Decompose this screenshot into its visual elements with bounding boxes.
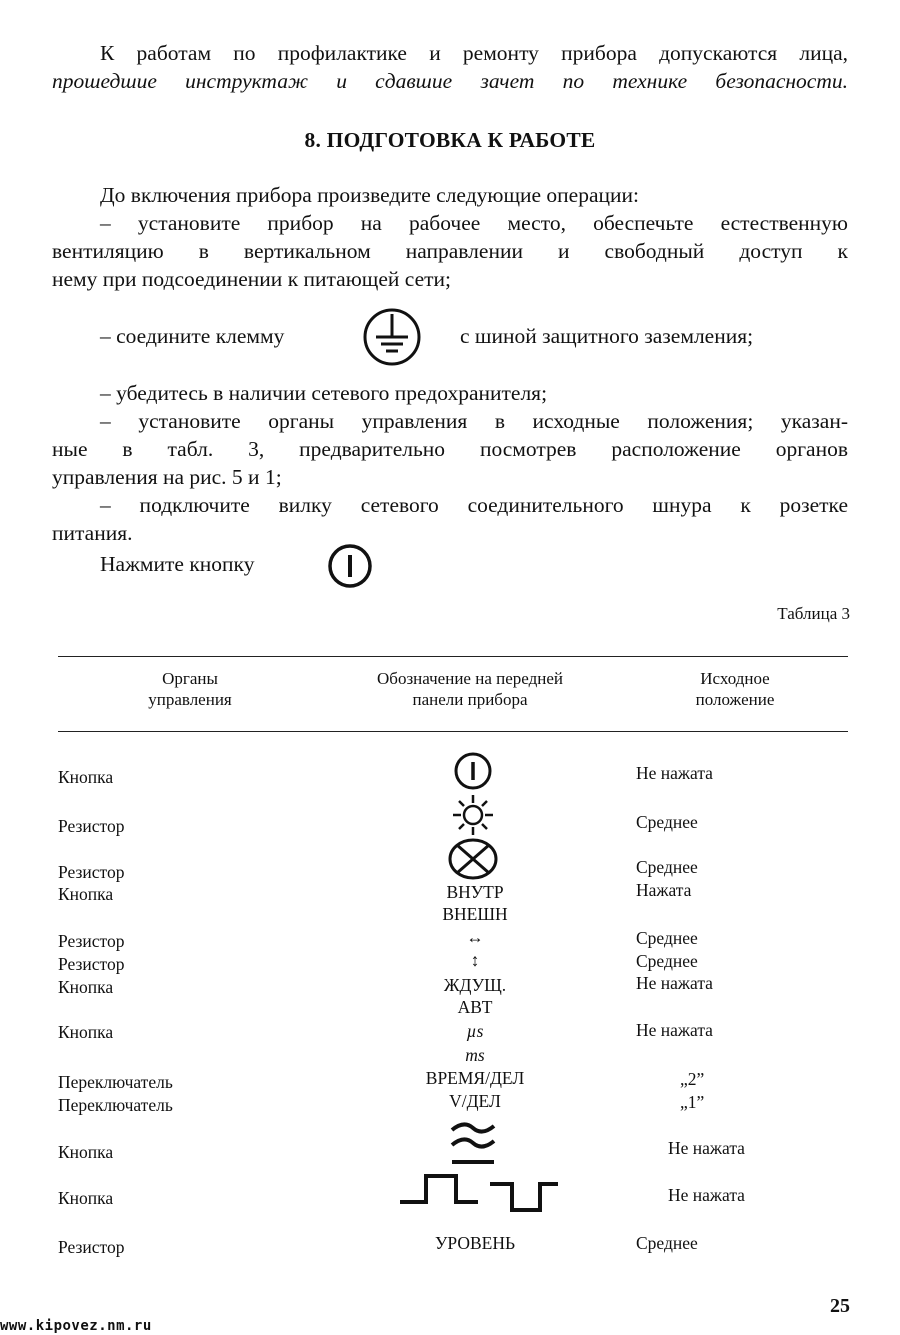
table-row-2-control: Резистор: [58, 816, 125, 836]
header-designation-line2: панели прибора: [412, 690, 528, 709]
item4-line2: ные в табл. 3, предварительно посмотрев расположение органов: [52, 437, 848, 461]
header-controls-line2: управления: [148, 690, 232, 709]
table-row-8-designation: µs: [466, 1021, 484, 1041]
table-row-9-designation: ВРЕМЯ/ДЕЛ: [425, 1068, 525, 1088]
item5-line2: питания.: [52, 521, 133, 545]
press-button-text: Нажмите кнопку: [100, 552, 255, 576]
header-controls: [80, 668, 300, 710]
item1-line3: нему при подсоединении к питающей сети;: [52, 267, 451, 291]
page-number: 25: [830, 1295, 850, 1317]
table-row-3-control: Резистор: [58, 862, 125, 882]
table-row-3-position: Среднее: [636, 857, 698, 877]
item2-text-a: – соедините клемму: [100, 324, 285, 348]
power-icon: [453, 751, 493, 791]
header-position-line2: положение: [695, 690, 775, 709]
table-row-7-designation: ЖДУЩ.: [443, 975, 507, 995]
item4-line1: – установите органы управления в исходные положения; указан-: [100, 409, 848, 433]
table-row-4-designation: ВНУТР: [446, 882, 504, 902]
brightness-icon: [451, 793, 495, 837]
table-row-6-designation: ↕: [470, 950, 480, 970]
item3: – убедитесь в наличии сетевого предохранителя;: [100, 381, 548, 405]
table-row-8-control: Кнопка: [58, 1022, 114, 1042]
item1-line1: – установите прибор на рабочее место, обеспечьте естественную: [100, 211, 848, 235]
item2-text-b: с шиной защитного заземления;: [460, 324, 754, 348]
item1-line2: вентиляцию в вертикальном направлении и свободный доступ к: [52, 239, 848, 263]
table-row-10-position: „1”: [680, 1092, 705, 1112]
table-row-10-designation: V/ДЕЛ: [449, 1091, 501, 1111]
body-lead: До включения прибора произведите следующие операции:: [100, 183, 640, 207]
table-row-8-designation-2: ms: [465, 1045, 485, 1065]
table-row-6-position: Среднее: [636, 951, 698, 971]
section-heading: 8. ПОДГОТОВКА К РАБОТЕ: [304, 128, 596, 152]
table-row-5-position: Среднее: [636, 928, 698, 948]
intro-line-1: К работам по профилактике и ремонту прибора допускаются лица,: [100, 41, 848, 65]
table-row-7-position: Не нажата: [636, 973, 713, 993]
footer-url: www.kipovez.nm.ru: [0, 1318, 152, 1334]
table-caption: Таблица 3: [777, 604, 850, 623]
header-designation-line1: Обозначение на передней: [377, 669, 563, 688]
table-row-13-position: Среднее: [636, 1233, 698, 1253]
intro-line-2: прошедшие инструктаж и сдавшие зачет по технике безопасности.: [52, 69, 848, 93]
item5-line1: – подключите вилку сетевого соединительного шнура к розетке: [100, 493, 848, 517]
table-row-7-control: Кнопка: [58, 977, 114, 997]
power-icon: [326, 542, 374, 590]
table-top-rule: [58, 656, 848, 657]
table-row-9-position: „2”: [680, 1069, 705, 1089]
table-row-10-control: Переключатель: [58, 1095, 173, 1115]
header-position-line1: Исходное: [700, 669, 770, 688]
table-row-9-control: Переключатель: [58, 1072, 173, 1092]
ground-terminal-icon: [361, 306, 423, 368]
table-row-5-control: Резистор: [58, 931, 125, 951]
item4-line3: управления на рис. 5 и 1;: [52, 465, 282, 489]
table-row-1-control: Кнопка: [58, 767, 114, 787]
table-row-6-control: Резистор: [58, 954, 125, 974]
header-position: [630, 668, 840, 710]
table-row-5-designation: ↔: [466, 927, 484, 947]
table-row-11-position: Не нажата: [668, 1138, 745, 1158]
table-row-12-position: Не нажата: [668, 1185, 745, 1205]
table-row-1-position: Не нажата: [636, 763, 713, 783]
table-row-12-control: Кнопка: [58, 1188, 114, 1208]
table-row-8-position: Не нажата: [636, 1020, 713, 1040]
ac-dc-icon: [448, 1118, 498, 1170]
focus-icon: [447, 836, 499, 882]
table-row-7-designation-2: АВТ: [457, 997, 493, 1017]
slope-polarity-icon: [398, 1170, 560, 1220]
table-row-11-control: Кнопка: [58, 1142, 114, 1162]
table-row-4-control: Кнопка: [58, 884, 114, 904]
header-controls-line1: Органы: [162, 669, 218, 688]
header-designation: [320, 668, 620, 710]
table-row-4-position: Нажата: [636, 880, 692, 900]
table-row-13-designation: УРОВЕНЬ: [434, 1233, 516, 1253]
table-row-13-control: Резистор: [58, 1237, 125, 1257]
table-header-rule: [58, 731, 848, 732]
table-row-2-position: Среднее: [636, 812, 698, 832]
table-row-4-designation-2: ВНЕШН: [442, 904, 508, 924]
